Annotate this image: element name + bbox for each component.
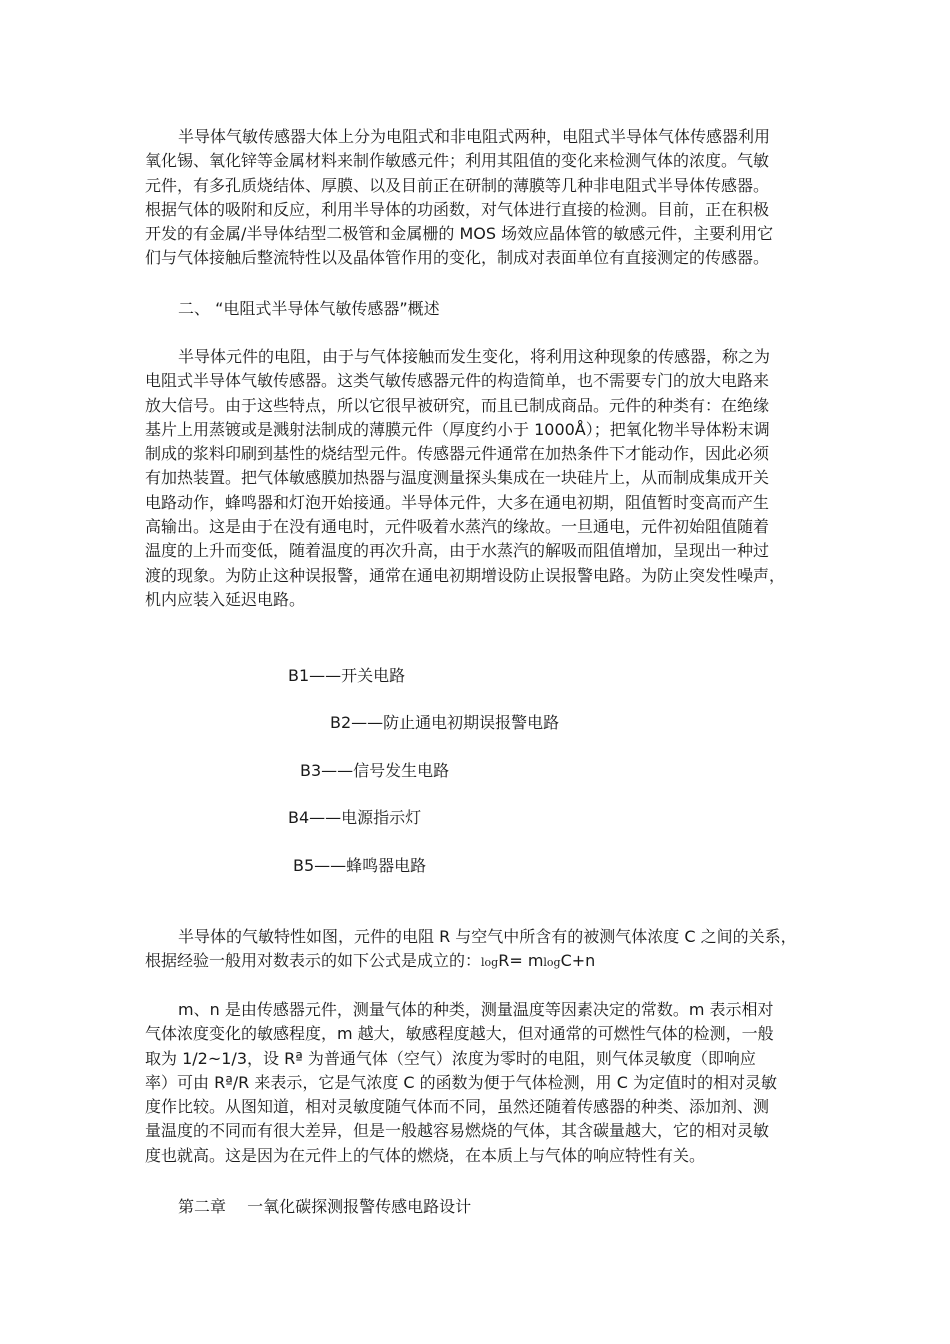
legend-b4: B4——电源指示灯 [288,808,422,827]
formula-log-1: log [481,956,499,970]
legend-b5: B5——蜂鸣器电路 [293,856,427,875]
text-line: 半导体元件的电阻，由于与气体接触而发生变化，将利用这种现象的传感器，称之为 [178,347,771,366]
text-line: 半导体气敏传感器大体上分为电阻式和非电阻式两种，电阻式半导体气体传感器利用 [178,127,771,146]
text-line: 取为 1/2~1/3，设 Rª 为普通气体（空气）浓度为零时的电阻，则气体灵敏度（即响应 [145,1048,756,1068]
paragraph-resistive-sensor-overview [145,345,805,612]
text-line: 制成的浆料印刷到基性的烧结型元件。传感器元件通常在加热条件下才能动作，因此必须 [145,444,770,464]
legend-b3: B3——信号发生电路 [300,761,450,780]
formula-intro: 根据经验一般用对数表示的如下公式是成立的： [145,951,482,971]
text-line: 度作比较。从图知道，相对灵敏度随气体而不同，虽然还随着传感器的种类、添加剂、测 [145,1097,770,1117]
paragraph-sensitivity-constants [145,998,805,1168]
legend-b2: B2——防止通电初期误报警电路 [330,713,560,732]
chapter-heading: 第二章 一氧化碳探测报警传感电路设计 [178,1197,472,1216]
text-line: 根据气体的吸附和反应，利用半导体的功函数，对气体进行直接的检测。目前，正在积极 [145,199,770,219]
text-line: 们与气体接触后整流特性以及晶体管作用的变化，制成对表面单位有直接测定的传感器。 [145,248,770,268]
text-line: 半导体的气敏特性如图，元件的电阻 R 与空气中所含有的被测气体浓度 C 之间的关系， [178,927,797,946]
text-line: 率）可由 Rª/R 来表示，它是气浓度 C 的函数为便于气体检测，用 C 为定值时的相对灵敏 [145,1072,778,1092]
text-line: 电路动作，蜂鸣器和灯泡开始接通。半导体元件，大多在通电初期，阻值暂时变高而产生 [145,492,770,512]
formula-part-1: R= m [498,951,544,971]
text-line: 放大信号。由于这些特点，所以它很早被研究，而且已制成商品。元件的种类有：在绝缘 [145,395,770,415]
text-line: 基片上用蒸镀或是溅射法制成的薄膜元件（厚度约小于 1000Å）；把氧化物半导体粉末调 [145,419,770,439]
formula-part-2: C+n [560,951,596,971]
text-line: 开发的有金属/半导体结型二极管和金属栅的 MOS 场效应晶体管的敏感元件，主要利用它 [145,224,774,244]
text-line: 高输出。这是由于在没有通电时，元件吸着水蒸汽的缘故。一旦通电，元件初始阻值随着 [145,517,770,537]
paragraph-semiconductor-sensor-types [145,125,805,271]
text-line: 机内应装入延迟电路。 [145,589,306,609]
text-line: 温度的上升而变低，随着温度的再次升高，由于水蒸汽的解吸而阻值增加，呈现出一种过 [145,541,770,561]
section-heading: 二、 “电阻式半导体气敏传感器”概述 [178,299,440,318]
text-line: 电阻式半导体气敏传感器。这类气敏传感器元件的构造简单，也不需要专门的放大电路来 [145,371,770,391]
paragraph-gas-sensitivity-formula [145,925,805,976]
text-line: 度也就高。这是因为在元件上的气体的燃烧，在本质上与气体的响应特性有关。 [145,1145,706,1165]
text-line: 气体浓度变化的敏感程度，m 越大，敏感程度越大，但对通常的可燃性气体的检测，一般 [145,1024,774,1044]
text-line: 元件，有多孔质烧结体、厚膜、以及目前正在研制的薄膜等几种非电阻式半导体传感器。 [145,175,770,195]
formula-log-2: log [543,956,561,970]
legend-b1: B1——开关电路 [288,666,406,685]
formula [481,951,595,970]
text-line: 渡的现象。为防止这种误报警，通常在通电初期增设防止误报警电路。为防止突发性噪声， [145,565,786,585]
text-line: m、n 是由传感器元件，测量气体的种类，测量温度等因素决定的常数。m 表示相对 [178,1000,774,1019]
text-line: 量温度的不同而有很大差异，但是一般越容易燃烧的气体，其含碳量越大，它的相对灵敏 [145,1121,770,1141]
text-line: 有加热装置。把气体敏感膜加热器与温度测量探头集成在一块硅片上，从而制成集成开关 [145,468,770,488]
text-line-with-formula [145,949,805,975]
text-line: 氧化锡、氧化锌等金属材料来制作敏感元件；利用其阻值的变化来检测气体的浓度。气敏 [145,151,770,171]
